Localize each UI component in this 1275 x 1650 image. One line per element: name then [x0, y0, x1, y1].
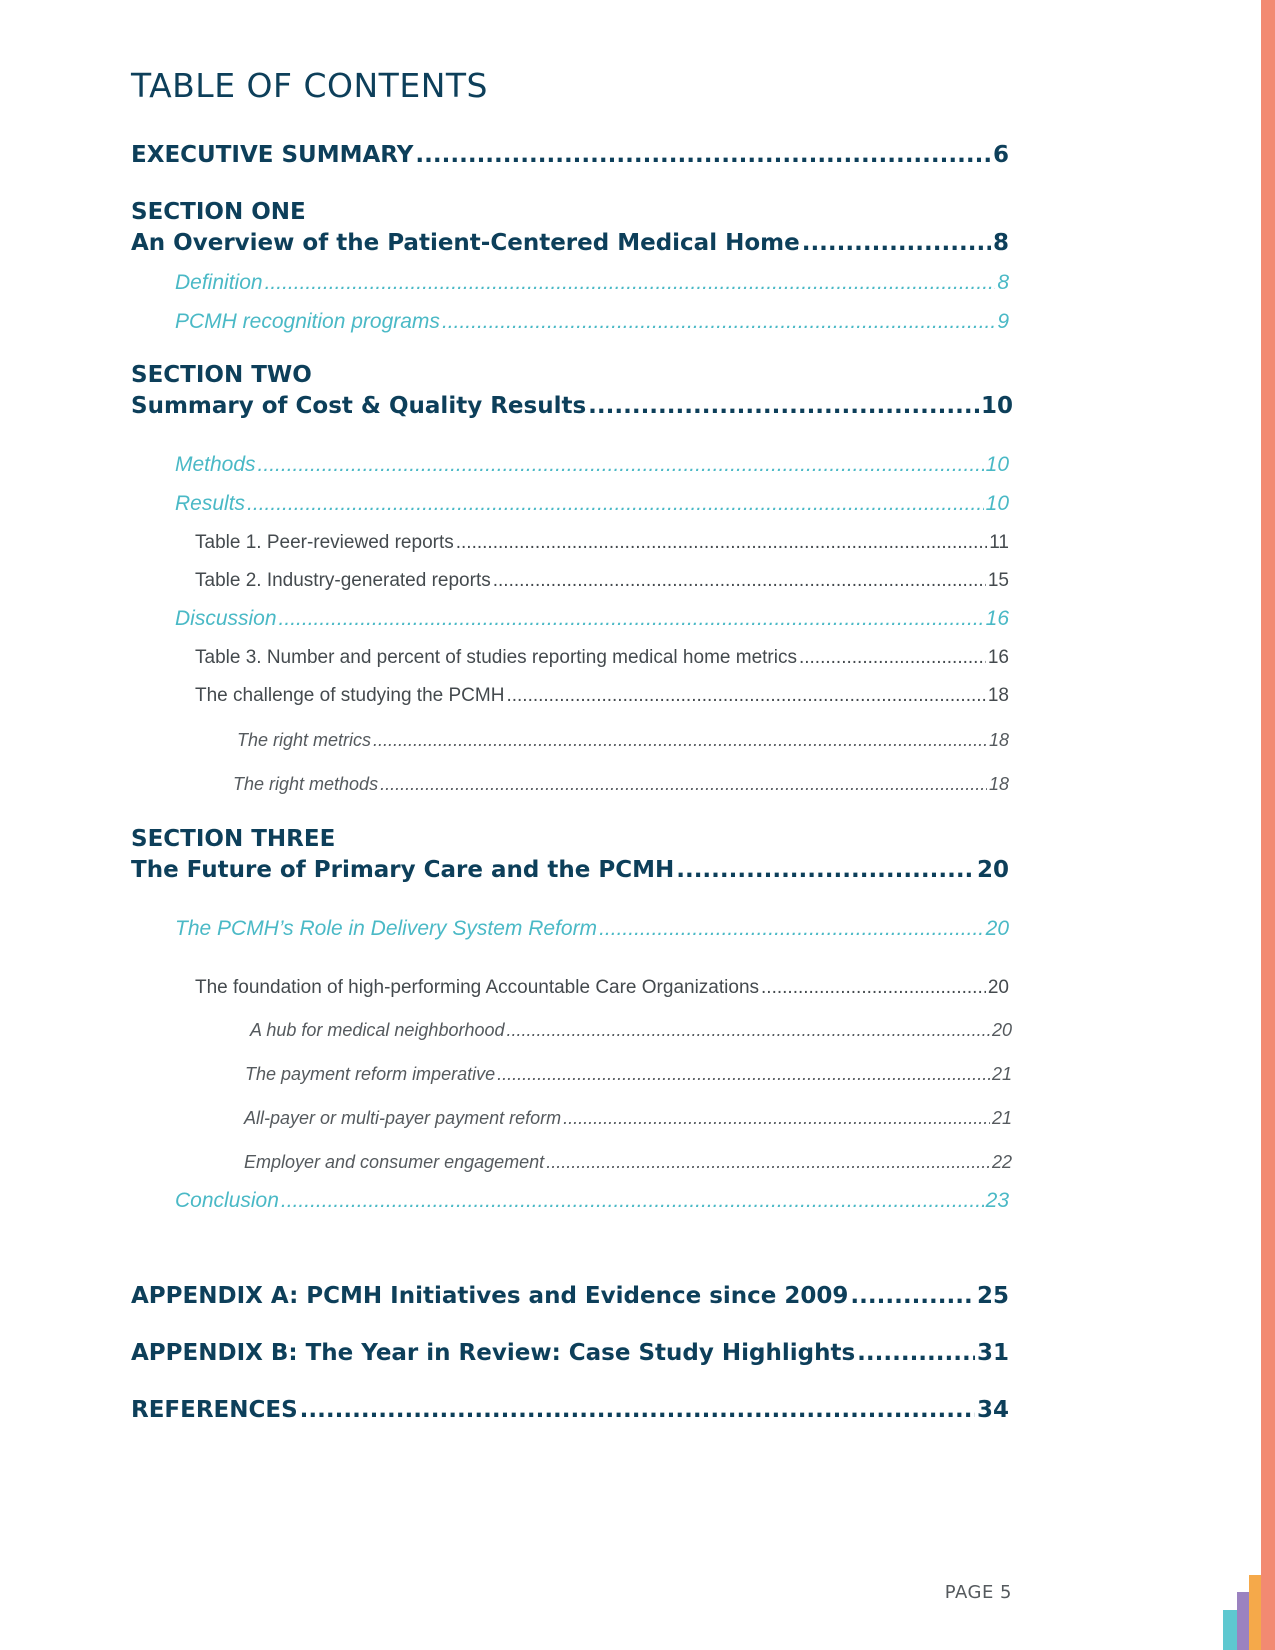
page-title: TABLE OF CONTENTS — [131, 66, 488, 105]
section-two-heading: SECTION TWO — [131, 362, 312, 388]
toc-entry-right-metrics[interactable]: The right metrics ..... 18 — [237, 730, 1009, 751]
toc-entry-section-one[interactable]: An Overview of the Patient-Centered Medical Home ..... 8 — [131, 230, 1009, 256]
toc-entry-all-payer[interactable]: All-payer or multi-payer payment reform ..... 21 — [244, 1108, 1012, 1129]
toc-entry-hub[interactable]: A hub for medical neighborhood ..... 20 — [250, 1020, 1012, 1041]
toc-entry-section-three[interactable]: The Future of Primary Care and the PCMH ..... 20 — [131, 857, 1009, 883]
toc-entry-definition[interactable]: Definition ..... 8 — [175, 271, 1009, 295]
toc-entry-section-two[interactable]: Summary of Cost & Quality Results ..... 10 — [131, 393, 1013, 419]
accent-bar-orange — [1249, 1575, 1261, 1650]
section-three-heading: SECTION THREE — [131, 826, 336, 852]
toc-entry-payment-imperative[interactable]: The payment reform imperative ..... 21 — [245, 1064, 1012, 1085]
toc-entry-table-3[interactable]: Table 3. Number and percent of studies reporting medical home metrics ..... 16 — [195, 647, 1009, 669]
toc-entry-pcmh-recognition[interactable]: PCMH recognition programs ..... 9 — [175, 310, 1009, 334]
toc-entry-foundation[interactable]: The foundation of high-performing Accountable Care Organizations ..... 20 — [195, 977, 1009, 999]
toc-entry-discussion[interactable]: Discussion ..... 16 — [175, 607, 1009, 631]
toc-entry-table-1[interactable]: Table 1. Peer-reviewed reports ..... 11 — [195, 532, 1009, 554]
toc-entry-appendix-a[interactable]: APPENDIX A: PCMH Initiatives and Evidence since 2009 ..... 25 — [131, 1283, 1009, 1309]
toc-entry-methods[interactable]: Methods ..... 10 — [175, 453, 1009, 477]
toc-entry-results[interactable]: Results ..... 10 — [175, 492, 1009, 516]
toc-entry-right-methods[interactable]: The right methods ..... 18 — [233, 774, 1009, 795]
toc-entry-challenge[interactable]: The challenge of studying the PCMH ..... 18 — [195, 685, 1009, 707]
page-number: PAGE 5 — [944, 1582, 1012, 1603]
toc-entry-pcmh-role[interactable]: The PCMH’s Role in Delivery System Reform ..... 20 — [175, 917, 1009, 941]
toc-entry-conclusion[interactable]: Conclusion ..... 23 — [175, 1189, 1009, 1213]
toc-entry-employer[interactable]: Employer and consumer engagement ..... 22 — [244, 1152, 1012, 1173]
toc-entry-executive-summary[interactable]: EXECUTIVE SUMMARY ..... 6 — [131, 142, 1009, 168]
side-accent-stripe — [1261, 0, 1275, 1650]
toc-entry-appendix-b[interactable]: APPENDIX B: The Year in Review: Case Study Highlights ..... 31 — [131, 1340, 1009, 1366]
toc-entry-references[interactable]: REFERENCES ..... 34 — [131, 1397, 1009, 1423]
section-one-heading: SECTION ONE — [131, 199, 306, 225]
accent-bar-teal — [1223, 1610, 1237, 1650]
toc-entry-table-2[interactable]: Table 2. Industry-generated reports ..... 15 — [195, 570, 1009, 592]
